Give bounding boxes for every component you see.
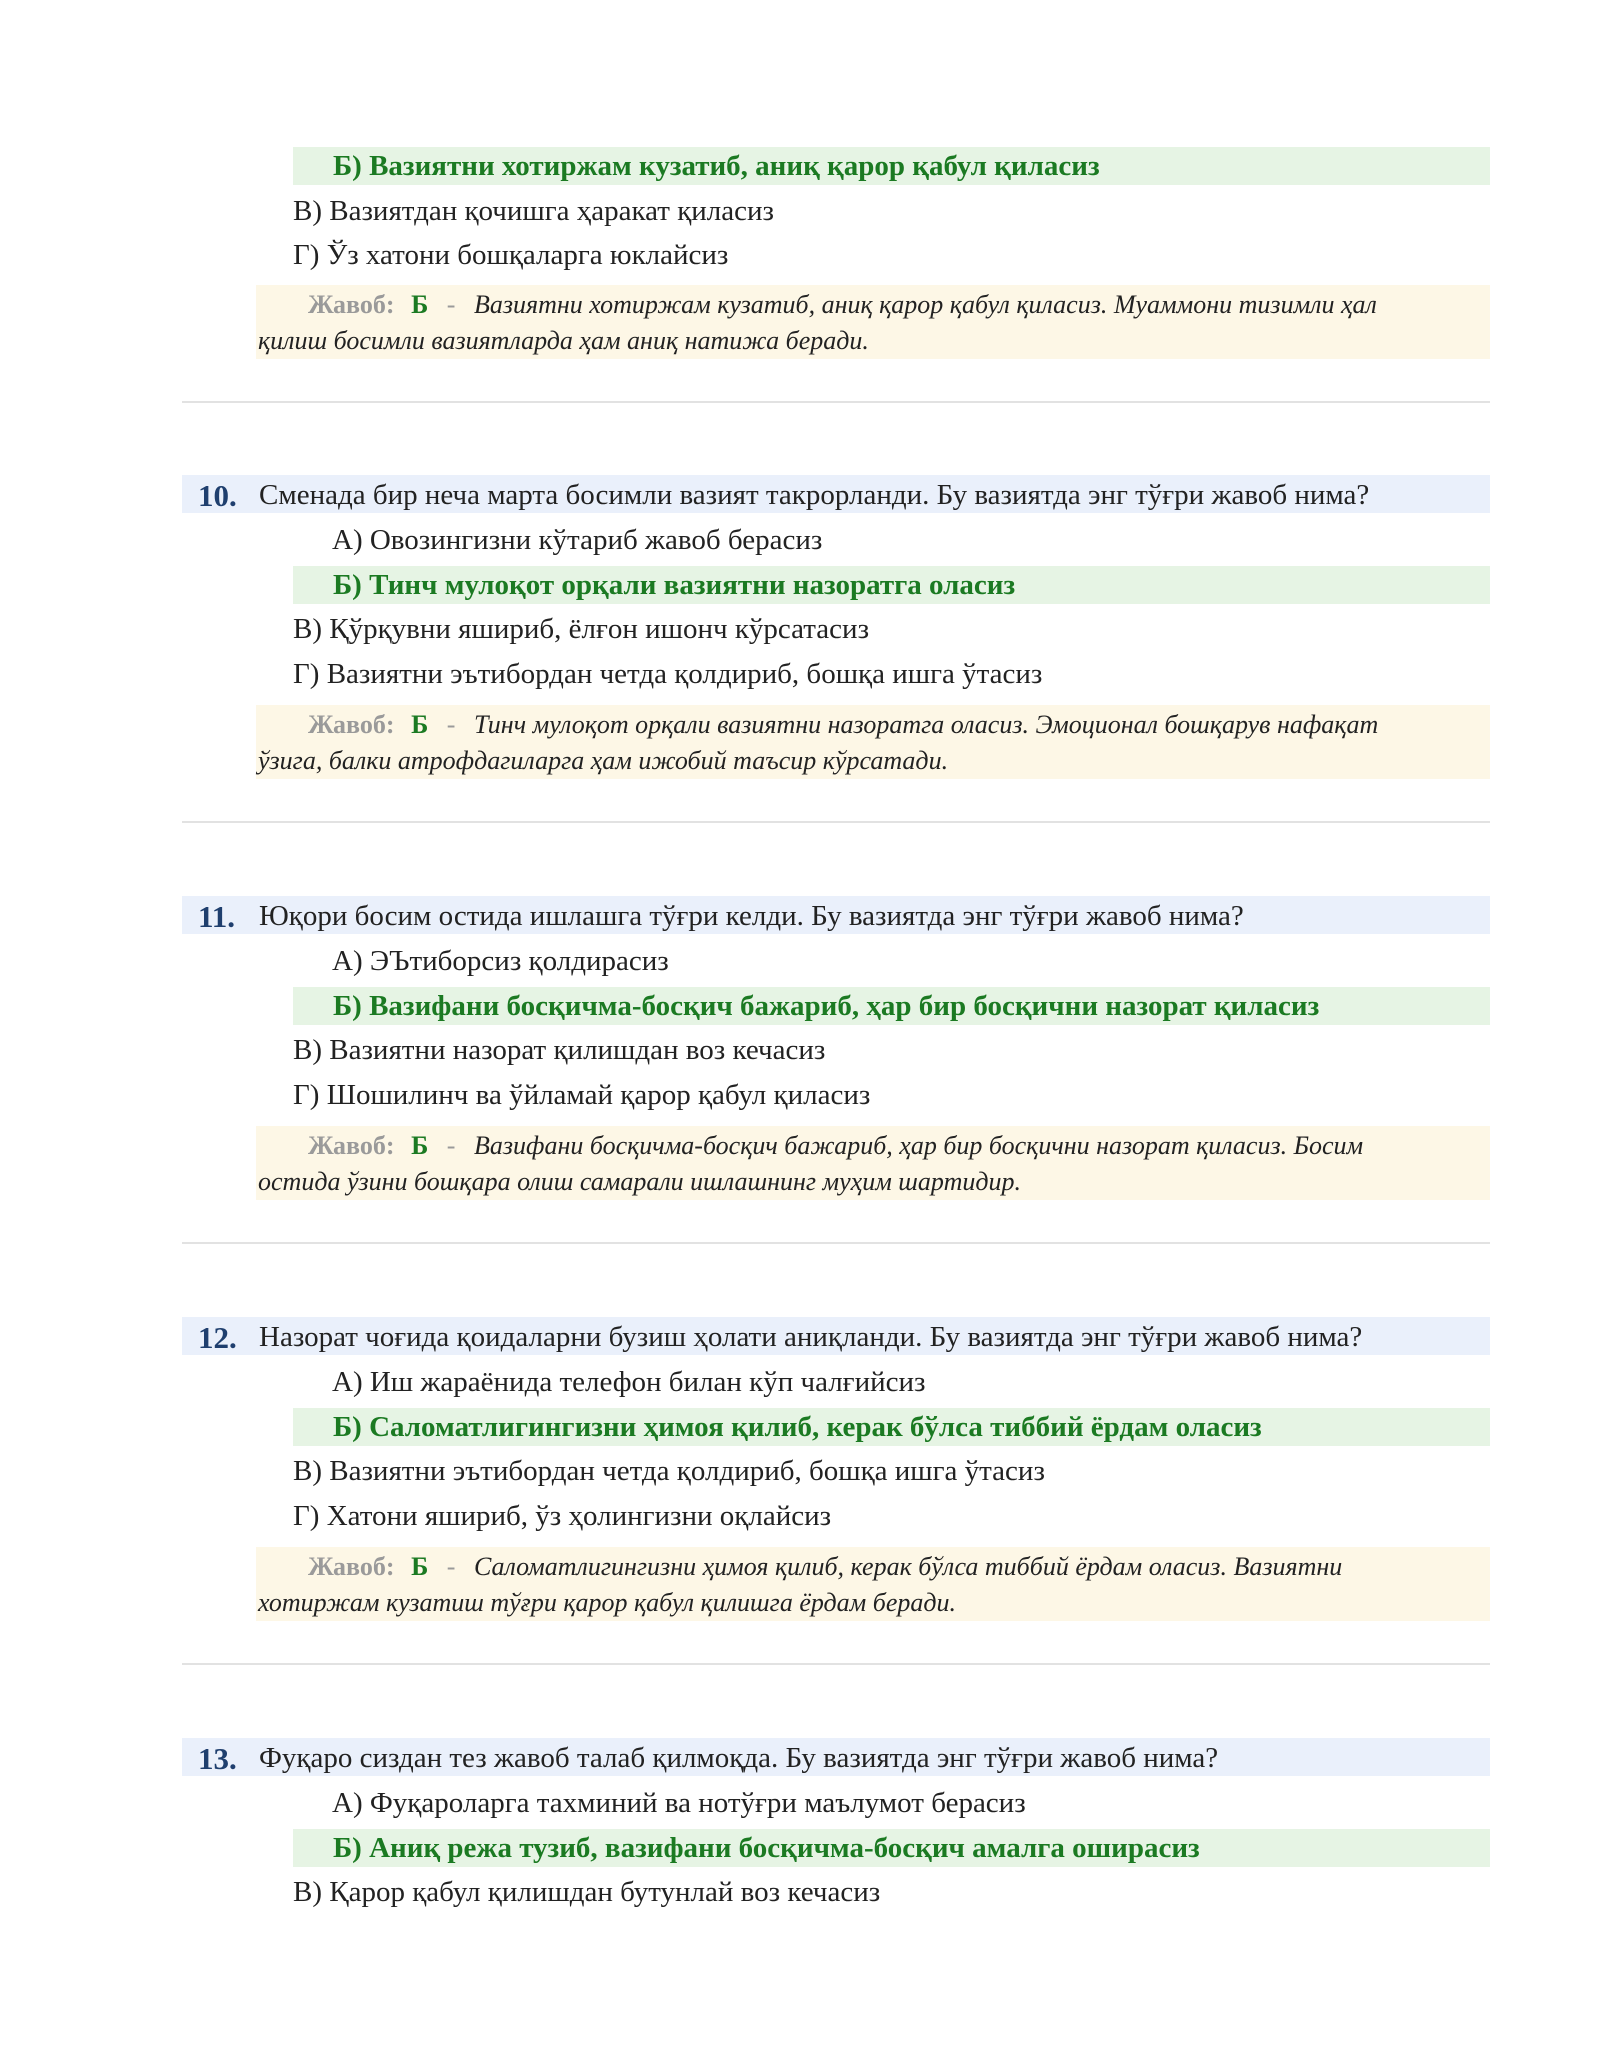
answer-box xyxy=(256,285,1490,359)
option-text: Вазиятдан қочишга ҳаракат қиласиз xyxy=(329,195,774,227)
option-v xyxy=(293,192,774,230)
option-text: Иш жараёнида телефон билан кўп чалғийсиз xyxy=(369,1366,926,1398)
option-text: Овозингизни кўтариб жавоб берасиз xyxy=(369,524,823,556)
answer-explanation-line2: қилиш босимли вазиятларда ҳам аниқ натижа беради. xyxy=(258,326,869,355)
question-text: Сменада бир неча марта босимли вазият такрорланди. Бу вазиятда энг тўғри жавоб нима? xyxy=(259,479,1370,511)
answer-dash: - xyxy=(446,290,456,319)
option-letter: Б) xyxy=(333,150,362,182)
answer-box xyxy=(256,705,1490,779)
option-letter: Б) xyxy=(333,990,362,1022)
option-text: Вазифани босқичма-босқич бажариб, ҳар бир босқични назорат қиласиз xyxy=(369,990,1320,1022)
option-a xyxy=(332,521,822,559)
option-v xyxy=(293,1873,880,1911)
option-letter: А) xyxy=(332,1787,363,1819)
answer-explanation-line2: ўзига, балки атрофдагиларга ҳам ижобий таъсир кўрсатади. xyxy=(258,746,949,775)
option-text: Тинч мулоқот орқали вазиятни назоратга оласиз xyxy=(369,569,1016,601)
option-text: Хатони яшириб, ўз ҳолингизни оқлайсиз xyxy=(326,1500,832,1532)
answer-explanation-line1: Тинч мулоқот орқали вазиятни назоратга оласиз. Эмоционал бошқарув нафақат xyxy=(473,710,1379,739)
question-text: Юқори босим остида ишлашга тўғри келди. Бу вазиятда энг тўғри жавоб нима? xyxy=(259,900,1244,932)
option-letter: А) xyxy=(332,524,363,556)
option-text: Қарор қабул қилишдан бутунлай воз кечасиз xyxy=(329,1876,881,1908)
question-number: 10. xyxy=(198,478,237,513)
option-text: Аниқ режа тузиб, вазифани босқичма-босқич амалга оширасиз xyxy=(369,1832,1200,1864)
option-letter: Г) xyxy=(293,658,320,690)
option-b-correct xyxy=(293,1408,1490,1446)
divider xyxy=(182,401,1490,403)
option-v xyxy=(293,1031,825,1069)
option-text: Вазиятни эътибордан четда қолдириб, бошқа ишга ўтасиз xyxy=(329,1455,1045,1487)
question-text: Назорат чоғида қоидаларни бузиш ҳолати аниқланди. Бу вазиятда энг тўғри жавоб нима? xyxy=(259,1321,1363,1353)
answer-label: Жавоб: xyxy=(308,1131,395,1160)
option-text: Фуқароларга тахминий ва нотўғри маълумот берасиз xyxy=(369,1787,1026,1819)
option-text: Вазиятни назорат қилишдан воз кечасиз xyxy=(329,1034,826,1066)
option-b-correct xyxy=(293,566,1490,604)
option-g xyxy=(293,236,728,274)
option-a xyxy=(332,1784,1026,1822)
answer-label: Жавоб: xyxy=(308,710,395,739)
answer-label: Жавоб: xyxy=(308,1552,395,1581)
question-number: 11. xyxy=(198,899,236,934)
question-text: Фуқаро сиздан тез жавоб талаб қилмоқда. Бу вазиятда энг тўғри жавоб нима? xyxy=(259,1742,1219,1774)
answer-box xyxy=(256,1126,1490,1200)
option-letter: В) xyxy=(293,613,322,645)
option-letter: Г) xyxy=(293,239,320,271)
answer-explanation-line1: Саломатлигингизни ҳимоя қилиб, керак бўлса тиббий ёрдам оласиз. Вазиятни xyxy=(473,1552,1343,1581)
option-v xyxy=(293,610,869,648)
option-b-correct xyxy=(293,1829,1490,1867)
question-header xyxy=(182,896,1490,934)
option-text: Саломатлигингизни ҳимоя қилиб, керак бўлса тиббий ёрдам оласиз xyxy=(369,1411,1262,1443)
option-v xyxy=(293,1452,1045,1490)
option-letter: Г) xyxy=(293,1079,320,1111)
answer-letter: Б xyxy=(411,290,429,319)
option-letter: А) xyxy=(332,945,363,977)
answer-explanation-line1: Вазифани босқичма-босқич бажариб, ҳар бир босқични назорат қиласиз. Босим xyxy=(473,1131,1364,1160)
answer-dash: - xyxy=(446,1552,456,1581)
option-letter: Б) xyxy=(333,1832,362,1864)
answer-explanation-line1: Вазиятни хотиржам кузатиб, аниқ қарор қабул қиласиз. Муаммони тизимли ҳал xyxy=(473,290,1377,319)
question-header xyxy=(182,475,1490,513)
question-number: 13. xyxy=(198,1741,237,1776)
option-text: Ўз хатони бошқаларга юклайсиз xyxy=(326,239,729,271)
option-a xyxy=(332,1363,925,1401)
divider xyxy=(182,1242,1490,1244)
option-b-correct xyxy=(293,147,1490,185)
option-text: Вазиятни эътибордан четда қолдириб, бошқа ишга ўтасиз xyxy=(326,658,1043,690)
divider xyxy=(182,821,1490,823)
option-text: Вазиятни хотиржам кузатиб, аниқ қарор қабул қиласиз xyxy=(369,150,1100,182)
option-text: Шошилинч ва ўйламай қарор қабул қиласиз xyxy=(326,1079,871,1111)
divider xyxy=(182,1663,1490,1665)
answer-label: Жавоб: xyxy=(308,290,395,319)
answer-letter: Б xyxy=(411,1552,429,1581)
option-letter: А) xyxy=(332,1366,363,1398)
option-g xyxy=(293,1497,831,1535)
answer-letter: Б xyxy=(411,1131,429,1160)
option-letter: Б) xyxy=(333,1411,362,1443)
option-letter: В) xyxy=(293,1876,322,1908)
answer-box xyxy=(256,1547,1490,1621)
option-letter: В) xyxy=(293,1455,322,1487)
option-letter: Б) xyxy=(333,569,362,601)
option-g xyxy=(293,1076,870,1114)
option-b-correct xyxy=(293,987,1490,1025)
option-a xyxy=(332,942,669,980)
answer-dash: - xyxy=(446,1131,456,1160)
option-text: ЭЪтиборсиз қолдирасиз xyxy=(369,945,669,977)
question-number: 12. xyxy=(198,1320,237,1355)
answer-letter: Б xyxy=(411,710,429,739)
answer-dash: - xyxy=(446,710,456,739)
option-text: Қўрқувни яшириб, ёлғон ишонч кўрсатасиз xyxy=(329,613,870,645)
option-g xyxy=(293,655,1042,693)
question-header xyxy=(182,1738,1490,1776)
answer-explanation-line2: остида ўзини бошқара олиш самарали ишлашнинг муҳим шартидир. xyxy=(258,1167,1022,1196)
option-letter: В) xyxy=(293,1034,322,1066)
question-header xyxy=(182,1317,1490,1355)
option-letter: Г) xyxy=(293,1500,320,1532)
answer-explanation-line2: хотиржам кузатиш тўғри қарор қабул қилишга ёрдам беради. xyxy=(258,1588,957,1617)
option-letter: В) xyxy=(293,195,322,227)
